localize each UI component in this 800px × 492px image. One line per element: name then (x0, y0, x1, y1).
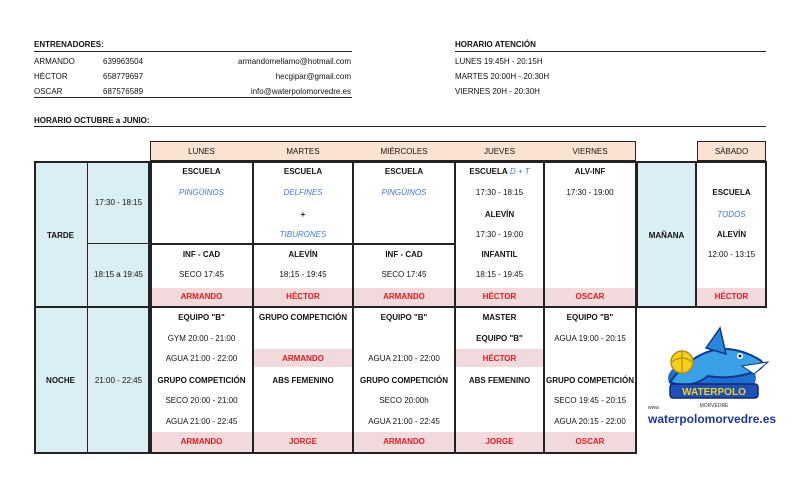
lunes-t2-group: INF - CAD (182, 250, 221, 259)
jueves-alevin: ALEVÍN (484, 210, 515, 219)
coach-email[interactable]: armandomellamo@hotmail.com (237, 57, 351, 66)
lunes-t1-group: ESCUELA (182, 167, 221, 176)
viernes-t1-group: ALV-INF (574, 167, 606, 176)
jueves-alevin-time: 17:30 - 19:00 (475, 230, 524, 239)
logo-url[interactable]: waterpolomorvedre.es (648, 412, 777, 426)
time-slot-3: 21:00 - 22:45 (94, 376, 143, 385)
miercoles-n-group2: GRUPO COMPETICIÓN (359, 376, 448, 385)
martes-t1-sub2: TIBURONES (279, 230, 327, 239)
martes-t2-time: 18:15 - 19:45 (279, 270, 327, 279)
martes-t2-group: ALEVÍN (288, 250, 318, 259)
martes-n-group: GRUPO COMPETICIÓN (258, 313, 347, 322)
time-slot-1: 17:30 - 18:15 (94, 198, 143, 207)
coach-viernes-tarde: OSCAR (575, 292, 605, 301)
viernes-n-group: EQUIPO "B" (566, 313, 614, 322)
sabado-sub: TODOS (717, 210, 746, 219)
attention-row: LUNES 19:45H - 20:15H (455, 57, 543, 66)
lunes-n-group2: GRUPO COMPETICIÓN (157, 376, 246, 385)
day-header-viernes: VIERNES (572, 147, 608, 156)
lunes-n-seco: SECO 20:00 - 21:00 (165, 396, 238, 405)
lunes-n-agua: AGUA 21:00 - 22:00 (165, 354, 238, 363)
miercoles-t2-time: SECO 17:45 (381, 270, 427, 279)
jueves-infantil-time: 18:15 - 19:45 (475, 270, 524, 279)
coaches-title: ENTRENADORES: (34, 40, 104, 49)
day-header-lunes: LUNES (188, 147, 215, 156)
tarde-inner-split (150, 243, 455, 245)
martes-t1-plus: + (300, 210, 306, 219)
lunes-n-group: EQUIPO "B" (178, 313, 225, 322)
logo-subtext: MORVEDRE (699, 403, 729, 409)
miercoles-t1-group: ESCUELA (384, 167, 424, 176)
coaches-rule (34, 51, 352, 52)
miercoles-n-agua: AGUA 21:00 - 22:00 (368, 354, 440, 363)
jueves-t1-label: ESCUELA (469, 167, 508, 176)
sabado-group: ESCUELA (712, 188, 751, 197)
miercoles-n-group: EQUIPO "B" (380, 313, 428, 322)
jueves-t1-time: 17:30 - 18:15 (475, 188, 524, 197)
tarde-split (34, 161, 150, 162)
period-noche: NOCHE (46, 376, 75, 385)
coach-martes-tarde: HÉCTOR (286, 292, 320, 301)
coach-email[interactable]: info@waterpolomorvedre.es (250, 87, 351, 96)
period-tarde: TARDE (47, 231, 74, 240)
lunes-n-gym: GYM 20:00 - 21:00 (167, 334, 236, 343)
martes-t1-group: ESCUELA (283, 167, 323, 176)
coach-lunes-noche: ARMANDO (180, 437, 223, 446)
day-header-sabado: SÁBADO (714, 147, 749, 156)
coaches-bottom-rule (34, 97, 352, 98)
attention-row: MARTES 20:00H - 20:30H (455, 72, 550, 81)
jueves-n-group2: ABS FEMENINO (468, 376, 531, 385)
viernes-t1-time: 17:30 - 19:00 (566, 188, 614, 197)
coach-phone: 639963504 (103, 57, 144, 66)
coach-name: HÉCTOR (34, 72, 68, 81)
martes-n-group2: ABS FEMENINO (272, 376, 334, 385)
lunes-t2-time: SECO 17:45 (179, 270, 224, 279)
martes-t1-sub: DELFINES (283, 188, 323, 197)
viernes-n-agua: AGUA 19:00 - 20:15 (554, 334, 626, 343)
tarde-time-divider (87, 161, 88, 308)
coach-jueves-tarde: HÉCTOR (482, 292, 517, 301)
viernes-n-group2: GRUPO COMPETICIÓN (545, 376, 634, 385)
period-manana: MAÑANA (648, 231, 685, 240)
miercoles-n-agua2: AGUA 21:00 - 22:45 (368, 417, 440, 426)
coach-lunes-tarde: ARMANDO (180, 292, 223, 301)
coach-phone: 658779697 (103, 72, 144, 81)
logo-text: WATERPOLO (682, 387, 746, 398)
jueves-n-group: EQUIPO "B" (476, 334, 523, 343)
coach-sabado: HÉCTOR (714, 292, 749, 301)
lunes-n-agua2: AGUA 21:00 - 22:45 (165, 417, 238, 426)
attention-rule (455, 51, 766, 52)
coach-miercoles-noche: ARMANDO (383, 437, 425, 446)
day-header-martes: MARTES (286, 147, 320, 156)
coach-martes-noche-1: ARMANDO (282, 354, 324, 363)
coach-viernes-noche: OSCAR (575, 437, 605, 446)
coach-name: ARMANDO (34, 57, 75, 66)
attention-row: VIERNES 20H - 20:30H (455, 87, 540, 96)
coach-phone: 687576589 (103, 87, 144, 96)
coach-jueves-noche-2: JORGE (485, 437, 514, 446)
coach-email[interactable]: hecgipar@gmail.com (275, 72, 351, 81)
jueves-infantil: INFANTIL (481, 250, 518, 259)
schedule-rule (34, 126, 766, 127)
sabado-alevin: ALEVÍN (716, 230, 747, 239)
viernes-n-agua2: AGUA 20:15 - 22:00 (554, 417, 626, 426)
coach-martes-noche-2: JORGE (288, 437, 317, 446)
coach-miercoles-tarde: ARMANDO (383, 292, 425, 301)
viernes-n-seco: SECO 19:45 - 20:15 (553, 396, 627, 405)
time-slot-2: 18:15 a 19:45 (94, 270, 143, 279)
miercoles-t1-sub: PINGÜINOS (381, 188, 427, 197)
coach-jueves-noche-1: HÉCTOR (482, 354, 517, 363)
logo-www: www. (648, 405, 660, 411)
day-header-miercoles: MIÉRCOLES (380, 147, 428, 156)
attention-title: HORARIO ATENCIÓN (455, 40, 536, 49)
tarde-time-split (87, 243, 150, 244)
lunes-t1-sub: PINGÜINOS (179, 188, 224, 197)
day-header-jueves: JUEVES (483, 147, 516, 156)
coach-name: OSCAR (34, 87, 63, 96)
jueves-t1-sub: D + T (509, 167, 530, 176)
miercoles-t2-group: INF - CAD (385, 250, 423, 259)
miercoles-n-seco: SECO 20:00h (379, 396, 429, 405)
period-split (150, 306, 637, 308)
jueves-t1-group (455, 167, 544, 176)
sabado-time: 12:00 - 13:15 (707, 250, 756, 259)
jueves-n-master: MASTER (482, 313, 517, 322)
schedule-title: HORARIO OCTUBRE a JUNIO: (34, 116, 150, 125)
